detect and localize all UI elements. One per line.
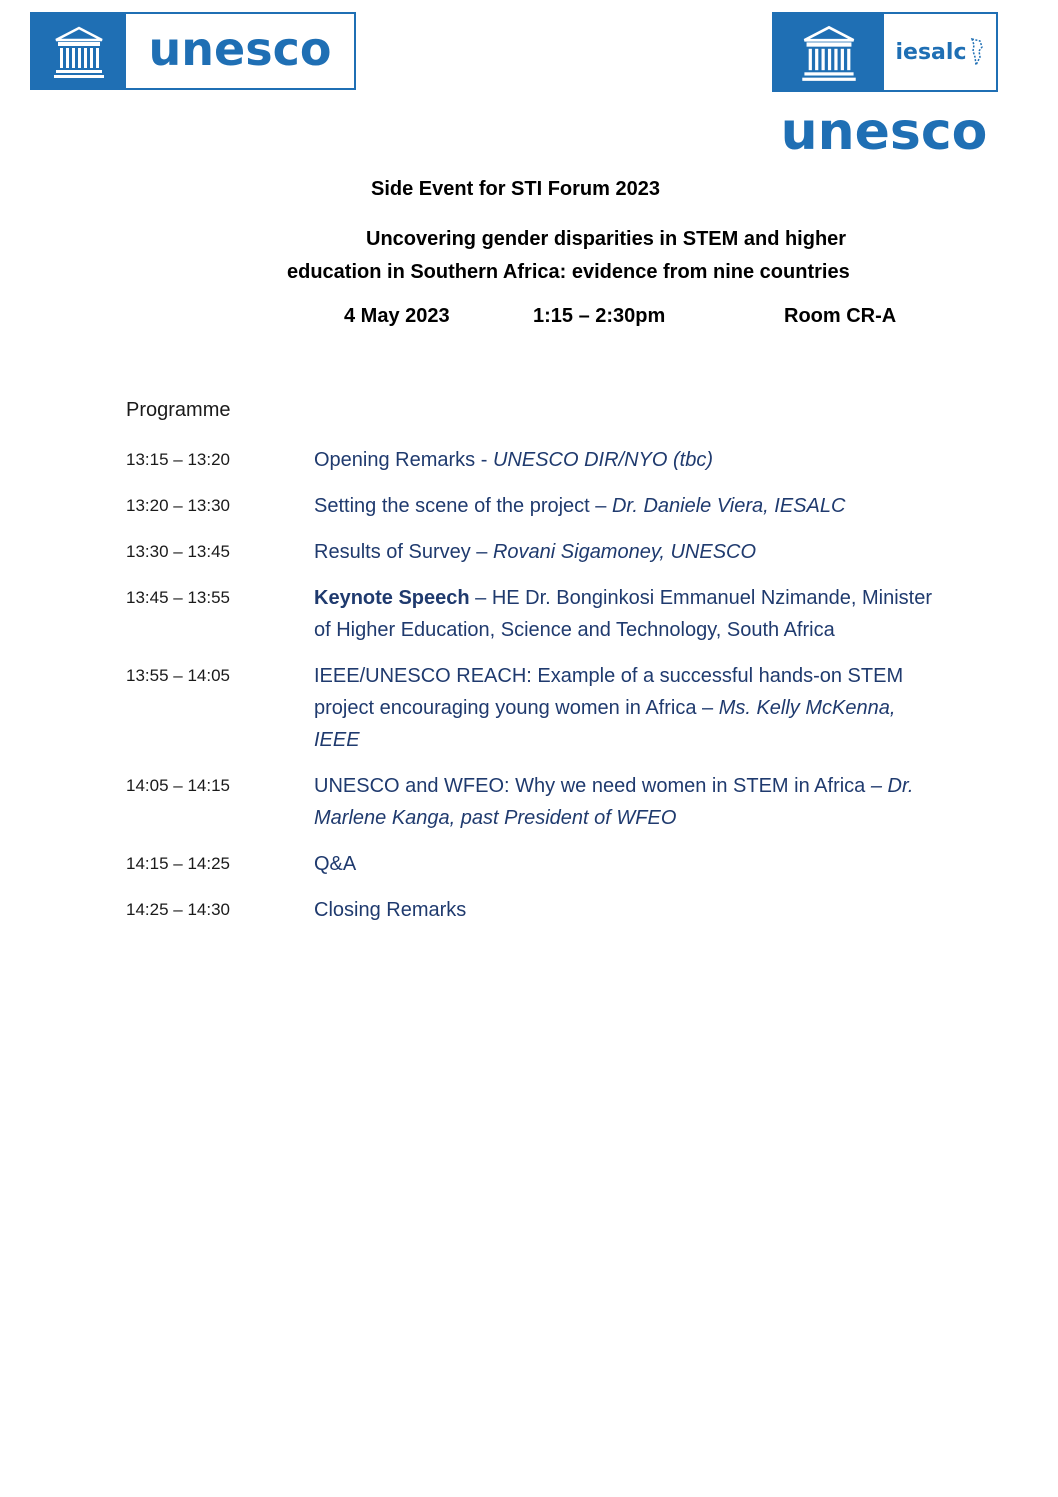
iesalc-wordmark	[884, 14, 996, 90]
event-date: 4 May 2023	[344, 305, 450, 327]
agenda-time: 14:25 – 14:30	[126, 900, 230, 919]
unesco-logo-left	[30, 12, 356, 90]
iesalc-logo-box	[772, 12, 998, 92]
unesco-iesalc-logo	[772, 12, 1000, 162]
agenda-title: Results of Survey –	[314, 541, 493, 563]
agenda-title: Setting the scene of the project –	[314, 495, 612, 517]
event-title	[250, 223, 930, 289]
agenda-time: 13:15 – 13:20	[126, 450, 230, 469]
unesco-temple-emblem	[32, 14, 126, 88]
agenda-time: 13:30 – 13:45	[126, 542, 230, 561]
agenda-item	[126, 894, 946, 926]
agenda-time: 13:20 – 13:30	[126, 496, 230, 515]
agenda-description	[314, 660, 934, 756]
agenda-speaker: Dr. Daniele Viera, IESALC	[611, 495, 846, 517]
agenda-speaker: – Dr. Marlene Kanga, past President of WFEO	[314, 775, 914, 829]
agenda-title: Closing Remarks	[314, 899, 467, 921]
agenda-description	[314, 490, 934, 522]
unesco-wordmark-large: unesco	[780, 102, 988, 162]
agenda-item	[126, 444, 946, 476]
event-title-line-1: Uncovering gender disparities in STEM and higher	[366, 228, 847, 250]
agenda-description	[314, 848, 934, 880]
agenda-speaker: Ms. Kelly McKenna, IEEE	[314, 697, 896, 751]
agenda-item	[126, 582, 946, 646]
agenda-item	[126, 660, 946, 756]
agenda-time: 13:55 – 14:05	[126, 666, 230, 685]
latin-america-map-icon	[970, 37, 984, 67]
event-label: Side Event for STI Forum 2023	[371, 178, 660, 200]
event-room: Room CR-A	[784, 305, 897, 327]
agenda-item	[126, 770, 946, 834]
event-time: 1:15 – 2:30pm	[533, 305, 666, 327]
agenda-description	[314, 536, 934, 568]
agenda-title: UNESCO and WFEO: Why we need women in STEM in Africa	[314, 775, 871, 797]
agenda-description	[314, 444, 934, 476]
unesco-wordmark: unesco	[148, 22, 332, 76]
iesalc-text: iesalc	[895, 39, 967, 65]
agenda-time: 14:15 – 14:25	[126, 854, 230, 873]
temple-icon	[50, 22, 108, 80]
agenda-speaker: Rovani Sigamoney, UNESCO	[492, 541, 757, 563]
agenda-description	[314, 770, 934, 834]
agenda-description	[314, 582, 934, 646]
agenda-speaker: – HE Dr. Bonginkosi Emmanuel Nzimande, Minister of Higher Education, Science and Technology, South Africa	[314, 587, 933, 641]
event-title-line-2: education in Southern Africa: evidence from nine countries	[287, 261, 850, 283]
unesco-temple-emblem	[774, 14, 884, 90]
programme-heading: Programme	[126, 399, 231, 421]
agenda-item	[126, 490, 946, 522]
agenda-time: 13:45 – 13:55	[126, 588, 230, 607]
agenda-title: Opening Remarks -	[314, 449, 493, 471]
programme-agenda	[126, 444, 946, 940]
agenda-title: Keynote Speech	[314, 587, 470, 609]
agenda-title: Q&A	[314, 853, 357, 875]
agenda-description	[314, 894, 934, 926]
agenda-speaker: UNESCO DIR/NYO (tbc)	[492, 449, 713, 471]
agenda-item	[126, 536, 946, 568]
agenda-item	[126, 848, 946, 880]
agenda-time: 14:05 – 14:15	[126, 776, 230, 795]
agenda-title: IEEE/UNESCO REACH: Example of a successful hands-on STEM project encouraging young women in Africa –	[314, 665, 904, 719]
temple-icon	[798, 21, 860, 83]
